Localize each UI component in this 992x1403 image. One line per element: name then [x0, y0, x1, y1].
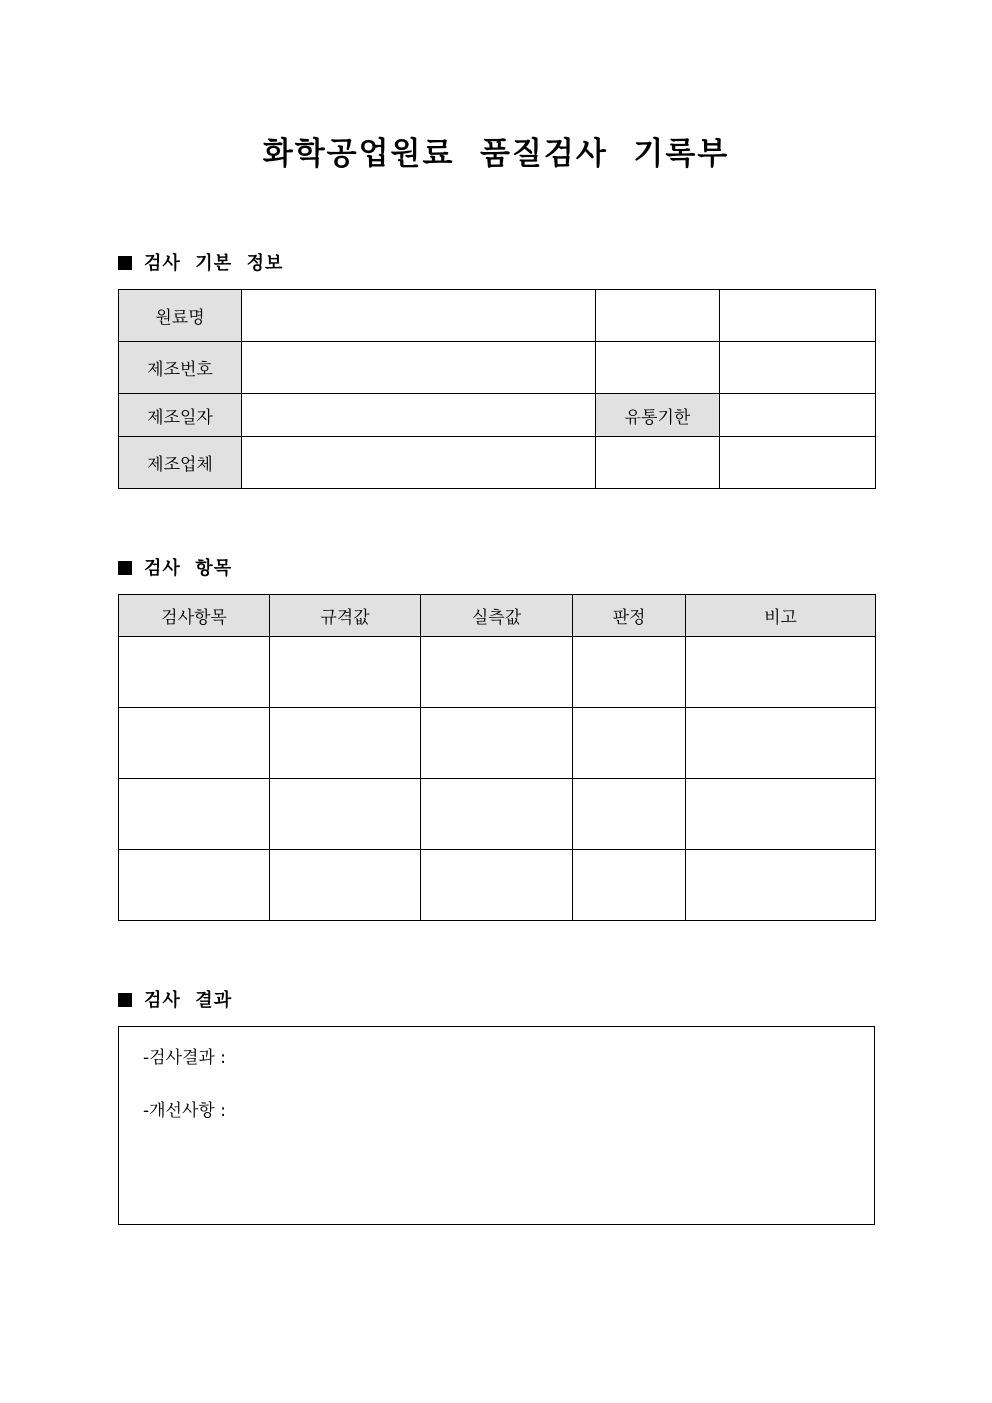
label-lot-number: 제조번호 [119, 342, 242, 394]
expiry-date-field[interactable] [720, 394, 876, 437]
spec-cell[interactable] [270, 708, 421, 779]
table-row [119, 850, 876, 921]
table-row [119, 779, 876, 850]
spec-cell[interactable] [270, 637, 421, 708]
label-manufacturer: 제조업체 [119, 437, 242, 489]
square-bullet-icon [118, 993, 132, 1007]
basic-info-table [118, 289, 876, 489]
measured-cell[interactable] [421, 850, 573, 921]
blank-cell[interactable] [720, 437, 876, 489]
manufacturer-field[interactable] [242, 437, 596, 489]
column-header-spec: 규격값 [270, 595, 421, 637]
table-header-row [119, 595, 876, 637]
label-material-name: 원료명 [119, 290, 242, 342]
label-expiry-date: 유통기한 [596, 394, 720, 437]
remarks-cell[interactable] [686, 637, 876, 708]
table-row [119, 437, 876, 489]
section-heading-label: 검사 결과 [144, 990, 233, 1011]
result-line-improvement: -개선사항 : [143, 1101, 226, 1121]
inspection-items-table [118, 594, 876, 921]
measured-cell[interactable] [421, 708, 573, 779]
blank-cell[interactable] [596, 290, 720, 342]
measured-cell[interactable] [421, 779, 573, 850]
column-header-judgment: 판정 [573, 595, 686, 637]
table-row [119, 290, 876, 342]
item-cell[interactable] [119, 637, 270, 708]
item-cell[interactable] [119, 850, 270, 921]
table-row [119, 342, 876, 394]
lot-number-field[interactable] [242, 342, 596, 394]
table-row [119, 708, 876, 779]
material-name-field[interactable] [242, 290, 596, 342]
blank-cell[interactable] [720, 342, 876, 394]
blank-cell[interactable] [596, 437, 720, 489]
item-cell[interactable] [119, 708, 270, 779]
remarks-cell[interactable] [686, 850, 876, 921]
section-heading-label: 검사 항목 [144, 558, 233, 579]
table-row [119, 394, 876, 437]
column-header-measured: 실측값 [421, 595, 573, 637]
section-heading-items [118, 557, 232, 581]
judgment-cell[interactable] [573, 708, 686, 779]
section-heading-result [118, 989, 232, 1013]
document-title: 화학공업원료 품질검사 기록부 [262, 136, 730, 172]
judgment-cell[interactable] [573, 850, 686, 921]
column-header-remarks: 비고 [686, 595, 876, 637]
blank-cell[interactable] [720, 290, 876, 342]
remarks-cell[interactable] [686, 779, 876, 850]
judgment-cell[interactable] [573, 637, 686, 708]
measured-cell[interactable] [421, 637, 573, 708]
square-bullet-icon [118, 256, 132, 270]
judgment-cell[interactable] [573, 779, 686, 850]
column-header-item: 검사항목 [119, 595, 270, 637]
section-heading-basic-info [118, 252, 283, 276]
spec-cell[interactable] [270, 850, 421, 921]
table-row [119, 637, 876, 708]
remarks-cell[interactable] [686, 708, 876, 779]
blank-cell[interactable] [596, 342, 720, 394]
spec-cell[interactable] [270, 779, 421, 850]
section-heading-label: 검사 기본 정보 [144, 253, 284, 274]
item-cell[interactable] [119, 779, 270, 850]
label-manufacture-date: 제조일자 [119, 394, 242, 437]
square-bullet-icon [118, 561, 132, 575]
result-box[interactable] [118, 1026, 875, 1225]
manufacture-date-field[interactable] [242, 394, 596, 437]
result-line-inspection-result: -검사결과 : [143, 1048, 226, 1068]
